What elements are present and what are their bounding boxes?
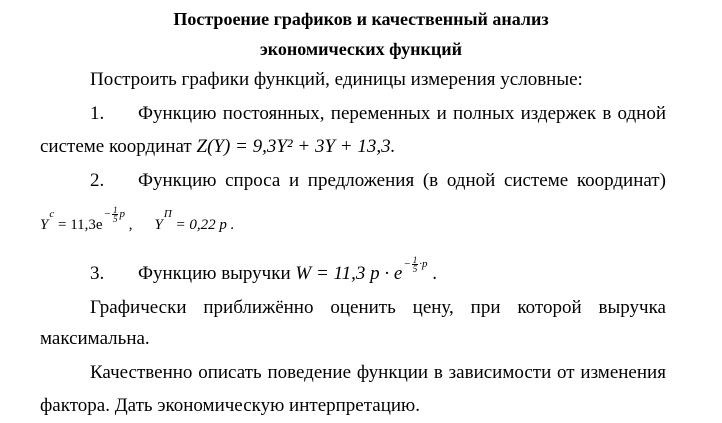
item2-word: Функцию [138,170,217,191]
item1-word: издержек [520,103,597,124]
item3-number: 3. [90,263,105,284]
item1-word: одной [617,103,666,124]
para1-word: Графически [90,297,187,318]
exp-den: 5 [412,263,418,274]
exp-sign: − [103,208,111,220]
para1-word: выручка [598,297,666,318]
item2-word: (в [422,170,439,191]
item2-word: одной [446,170,496,191]
para1-word: при [470,297,501,318]
demand-formula: Yc = 11,3e− $\frac{1}{5}$ p , YП = 0,22 p . [40,204,235,233]
item1-line [138,103,666,125]
item2-word: системе [503,170,569,191]
demand-exponent [104,203,125,225]
para2-word: от [557,362,575,383]
intro-text: Построить графики функций, единицы измерения условные: [90,69,583,90]
para2-word: зависимости [448,362,552,383]
item2-word: спроса [225,170,281,191]
item2-line [138,170,666,192]
demand-eq: = 11,3e [57,217,103,233]
para2-word: в [433,362,443,383]
para2-word: изменения [580,362,666,383]
exp-var: p [119,208,125,220]
supply-y: Y [154,217,163,233]
para1-word: которой [517,297,582,318]
demand-y: Y [40,217,49,233]
revenue-formula: W = 11,3 p · e [295,263,403,284]
para2-word: описать [198,362,262,383]
item3-text: Функцию выручки [138,263,291,284]
exp-num: 1 [412,254,418,265]
item2-word: координат) [576,170,666,191]
title-line-2: экономических функций [259,39,463,59]
para2-word: функции [356,362,429,383]
item1-number: 1. [90,103,105,124]
item1-word: и [436,103,447,124]
exp-num: 1 [112,204,118,215]
item1-word: в [602,103,612,124]
item1-cont [40,136,395,158]
exp-den: 5 [112,213,118,224]
para1-cont: максимальна. [40,328,150,349]
revenue-exponent [403,253,427,275]
para2-line [90,362,666,384]
item2-word: предложения [307,170,415,191]
cost-formula: Z(Y) = 9,3Y² + 3Y + 13,3. [196,136,396,157]
para2-word: Качественно [90,362,193,383]
exp-var: ·p [419,258,428,270]
exp-fraction [112,206,119,223]
exp-fraction [412,256,419,273]
item1-word: переменных [330,103,431,124]
para2-cont: фактора. Дать экономическую интерпретацию. [40,395,420,416]
title-line-1: Построение графиков и качественный анализ [173,9,549,29]
demand-superscript: c [49,208,55,220]
item1-word: постоянных, [222,103,325,124]
item2-number: 2. [90,170,105,191]
para2-word: поведение [267,362,352,383]
para1-word: приближённо [203,297,314,318]
para1-word: оценить [330,297,396,318]
exp-sign: − [403,258,411,270]
revenue-end: . [432,263,437,284]
supply-superscript: П [163,208,172,220]
supply-eq: = 0,22 p . [175,217,235,233]
item1-word: полных [453,103,515,124]
para1-word: цену, [412,297,454,318]
item1-cont-text: системе координат [40,136,192,157]
item3-line [138,254,437,287]
item2-word: и [288,170,300,191]
para1-line [90,297,666,319]
item1-word: Функцию [138,103,217,124]
